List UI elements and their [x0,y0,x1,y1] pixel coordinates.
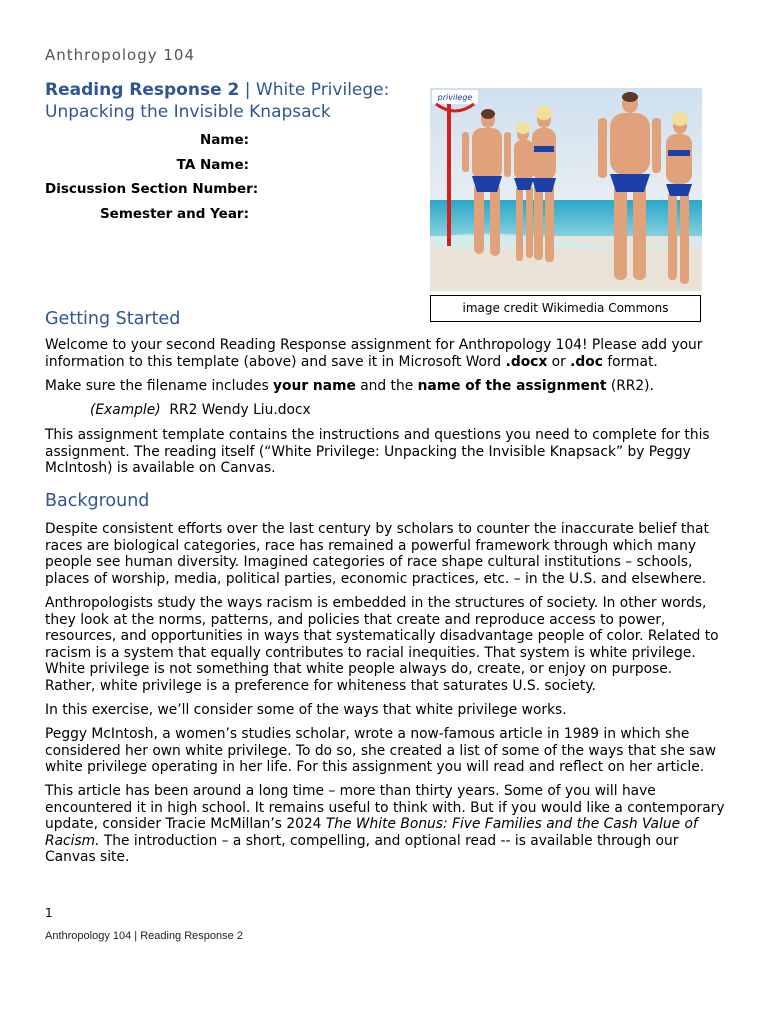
page-footer: Anthropology 104 | Reading Response 2 [45,930,243,942]
title-bold: Reading Response 2 [45,80,240,100]
document-title [45,79,415,123]
example-label: (Example) [90,402,161,418]
paragraph-background-5: This article has been around a long time – more than thirty years. Some of you will have encountered it in high school. It remains useful to think with. But if you would like a contemporary update, consider Tracie McMillan’s 2024 The White Bonus: Five Families and the Cash Value of Racism. The introduction – a short, compelling, and optional read -- is available through our Canvas site. [45,783,725,865]
filename-example [90,402,311,419]
page-number: 1 [45,906,53,920]
heading-getting-started: Getting Started [45,309,181,329]
field-name: Name: [199,132,249,148]
field-ta-name: TA Name: [176,156,249,173]
sign-text: privilege [437,93,473,102]
info-fields [45,128,259,226]
image-caption: image credit Wikimedia Commons [430,295,701,322]
paragraph-filename: Make sure the filename includes your name and the name of the assignment (RR2). [45,378,654,394]
field-discussion-section: Discussion Section Number: [45,181,259,197]
paragraph-background-1: Despite consistent efforts over the last century by scholars to counter the inaccurate belief that races are biological categories, race has remained a powerful framework through which many people see human diversity. Imagined categories of race shape cultural institutions – schools, places of worship, media, political parties, economic practices, etc. – in the U.S. and elsewhere. [45,521,709,587]
course-label: Anthropology 104 [45,46,196,64]
paragraph-welcome: Welcome to your second Reading Response assignment for Anthropology 104! Please add your information to this template (above) and save it in Microsoft Word .docx or .doc format. [45,337,703,370]
heading-background: Background [45,491,150,511]
beach-photo [430,88,702,291]
title-rest: | White Privilege: Unpacking the Invisible Knapsack [45,80,390,122]
paragraph-template-info: This assignment template contains the instructions and questions you need to complete for this assignment. The reading itself (“White Privilege: Unpacking the Invisible Knapsack” by Peggy McIntosh) is available on Canvas. [45,427,710,476]
field-semester-year: Semester and Year: [99,205,249,222]
paragraph-background-4: Peggy McIntosh, a women’s studies scholar, wrote a now-famous article in 1989 in which she considered her own white privilege. To do so, she created a list of some of the ways that she saw white privilege operating in her life. For this assignment you will read and reflect on her article. [45,726,717,775]
paragraph-background-3: In this exercise, we’ll consider some of the ways that white privilege works. [45,702,567,718]
paragraph-background-2: Anthropologists study the ways racism is embedded in the structures of society. In other words, they look at the norms, patterns, and policies that create and reproduce access to power, resources, and opportunities in ways that systematically disadvantage people of color. Related to racism is a system that equally contributes to racial inequities. That system is white privilege. White privilege is not something that white people always do, create, or enjoy on purpose. Rather, white privilege is a preference for whiteness that saturates U.S. society. [45,595,719,694]
example-text: RR2 Wendy Liu.docx [160,402,311,418]
